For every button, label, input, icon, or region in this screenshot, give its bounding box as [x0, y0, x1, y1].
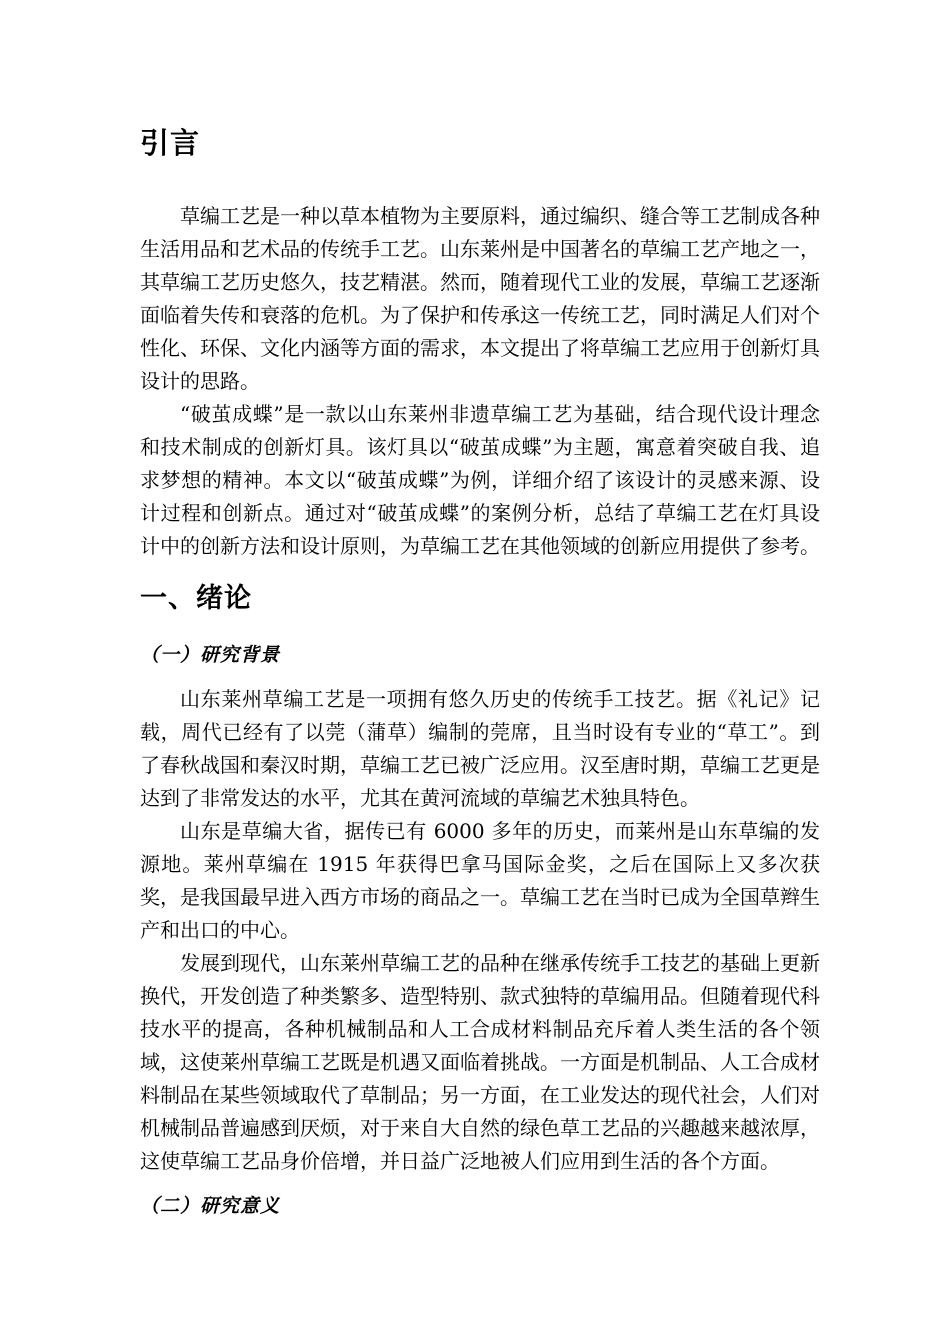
subsection-heading-research-background: （一）研究背景	[140, 644, 281, 666]
document-title-intro: 引言	[140, 126, 201, 160]
section-heading-1: 一、绪论	[140, 583, 252, 614]
background-paragraph-1: 山东莱州草编工艺是一项拥有悠久历史的传统手工技艺。据《礼记》记载，周代已经有了以莞（蒲草）编制的莞席，且当时设有专业的“草工”。到了春秋战国和秦汉时期，草编工艺已被广泛应用。汉至唐时期，草编工艺更是达到了非常发达的水平，尤其在黄河流域的草编艺术独具特色。	[140, 687, 820, 810]
background-paragraph-2: 山东是草编大省，据传已有 6000 多年的历史，而莱州是山东草编的发源地。莱州草编在 1915 年获得巴拿马国际金奖，之后在国际上又多次获奖，是我国最早进入西方市场的商品之一。草编工艺在当时已成为全国草辫生产和出口的中心。	[140, 819, 820, 942]
background-paragraph-3: 发展到现代，山东莱州草编工艺的品种在继承传统手工技艺的基础上更新换代，开发创造了种类繁多、造型特别、款式独特的草编用品。但随着现代科技水平的提高，各种机械制品和人工合成材料制品充斥着人类生活的各个领域，这使莱州草编工艺既是机遇又面临着挑战。一方面是机制品、人工合成材料制品在某些领域取代了草制品；另一方面，在工业发达的现代社会，人们对机械制品普遍感到厌烦，对于来自大自然的绿色草工艺品的兴趣越来越浓厚，这使草编工艺品身价倍增，并日益广泛地被人们应用到生活的各个方面。	[140, 951, 820, 1173]
subsection-heading-research-significance: （二）研究意义	[140, 1195, 281, 1217]
intro-paragraph-1: 草编工艺是一种以草本植物为主要原料，通过编织、缝合等工艺制成各种生活用品和艺术品的传统手工艺。山东莱州是中国著名的草编工艺产地之一，其草编工艺历史悠久，技艺精湛。然而，随着现代工业的发展，草编工艺逐渐面临着失传和衰落的危机。为了保护和传承这一传统工艺，同时满足人们对个性化、环保、文化内涵等方面的需求，本文提出了将草编工艺应用于创新灯具设计的思路。	[140, 204, 820, 393]
intro-paragraph-2: “破茧成蝶”是一款以山东莱州非遗草编工艺为基础，结合现代设计理念和技术制成的创新灯具。该灯具以“破茧成蝶”为主题，寓意着突破自我、追求梦想的精神。本文以“破茧成蝶”为例，详细介绍了该设计的灵感来源、设计过程和创新点。通过对“破茧成蝶”的案例分析，总结了草编工艺在灯具设计中的创新方法和设计原则，为草编工艺在其他领域的创新应用提供了参考。	[140, 402, 820, 558]
